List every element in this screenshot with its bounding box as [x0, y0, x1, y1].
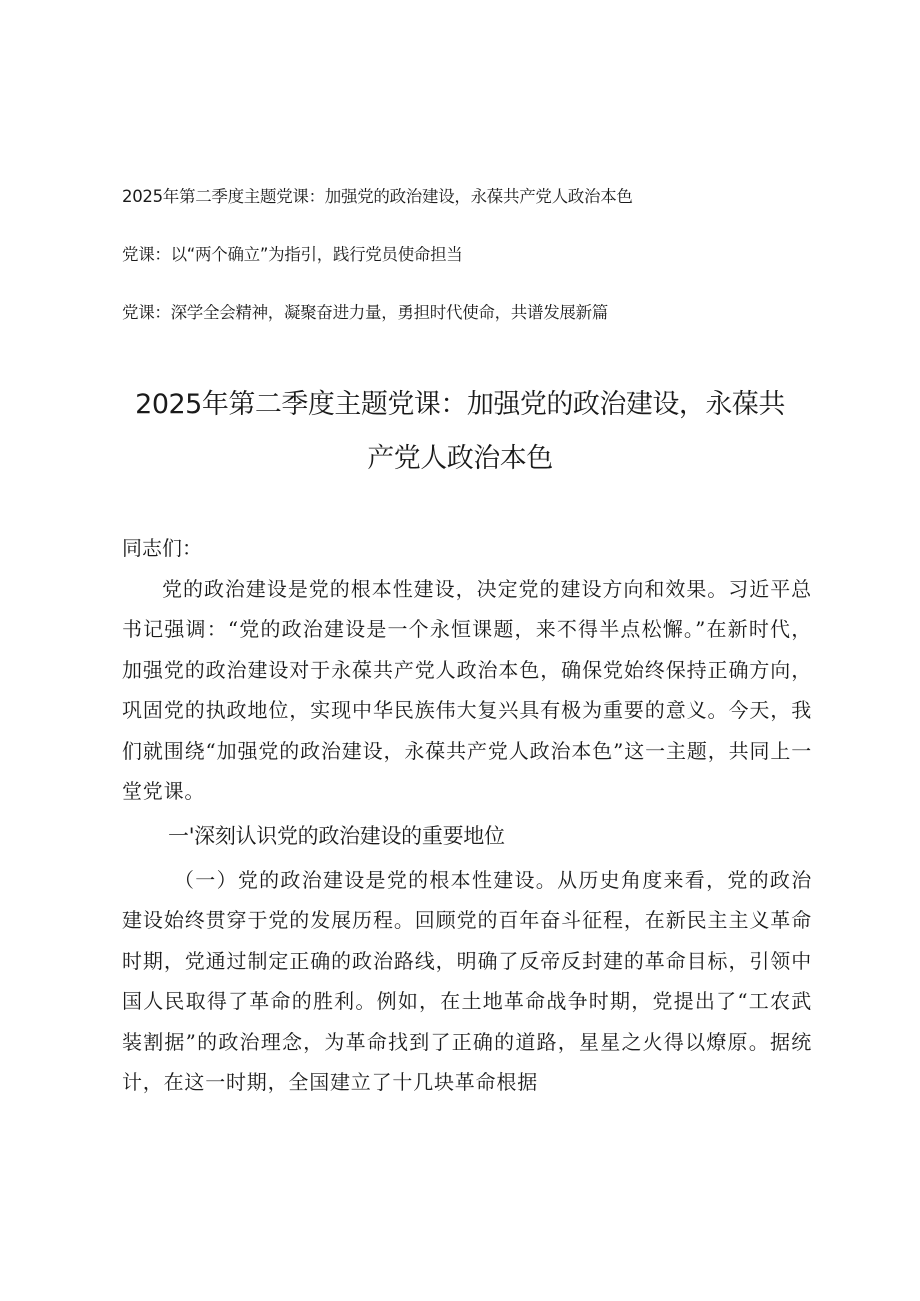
section-heading: 一'深刻认识党的政治建设的重要地位: [168, 823, 505, 848]
document-title: [120, 378, 800, 486]
document-body: [122, 528, 812, 1103]
salutation: 同志们：: [122, 536, 202, 560]
toc-item-2[interactable]: 党课：以“两个确立”为指引，践行党员使命担当: [122, 245, 463, 264]
document-title-line-2: 产党人政治本色: [367, 443, 553, 474]
toc-item-1[interactable]: 2025年第二季度主题党课：加强党的政治建设，永葆共产党人政治本色: [122, 187, 633, 206]
subsection-paragraph: （一）党的政治建设是党的根本性建设。从历史角度来看，党的政治建设始终贯穿于党的发展历程。回顾党的百年奋斗征程，在新民主主义革命时期，党通过制定正确的政治路线，明确了反帝反封建的革命目标，引领中国人民取得了革命的胜利。例如，在土地革命战争时期，党提出了“工农武装割据”的政治理念，为革命找到了正确的道路，星星之火得以燎原。据统计，在这一时期，全国建立了十几块革命根据: [122, 867, 812, 1094]
intro-paragraph: 党的政治建设是党的根本性建设，决定党的建设方向和效果。习近平总书记强调：“党的政治建设是一个永恒课题，来不得半点松懈。”在新时代，加强党的政治建设对于永葆共产党人政治本色，确保党始终保持正确方向，巩固党的执政地位，实现中华民族伟大复兴具有极为重要的意义。今天，我们就围绕“加强党的政治建设，永葆共产党人政治本色”这一主题，共同上一堂党课。: [122, 576, 812, 803]
table-of-contents: [122, 182, 822, 356]
toc-item-3[interactable]: 党课：深学全会精神，凝聚奋进力量，勇担时代使命，共谱发展新篇: [122, 303, 609, 322]
document-title-line-1: 2025年第二季度主题党课：加强党的政治建设，永葆共: [135, 389, 785, 420]
